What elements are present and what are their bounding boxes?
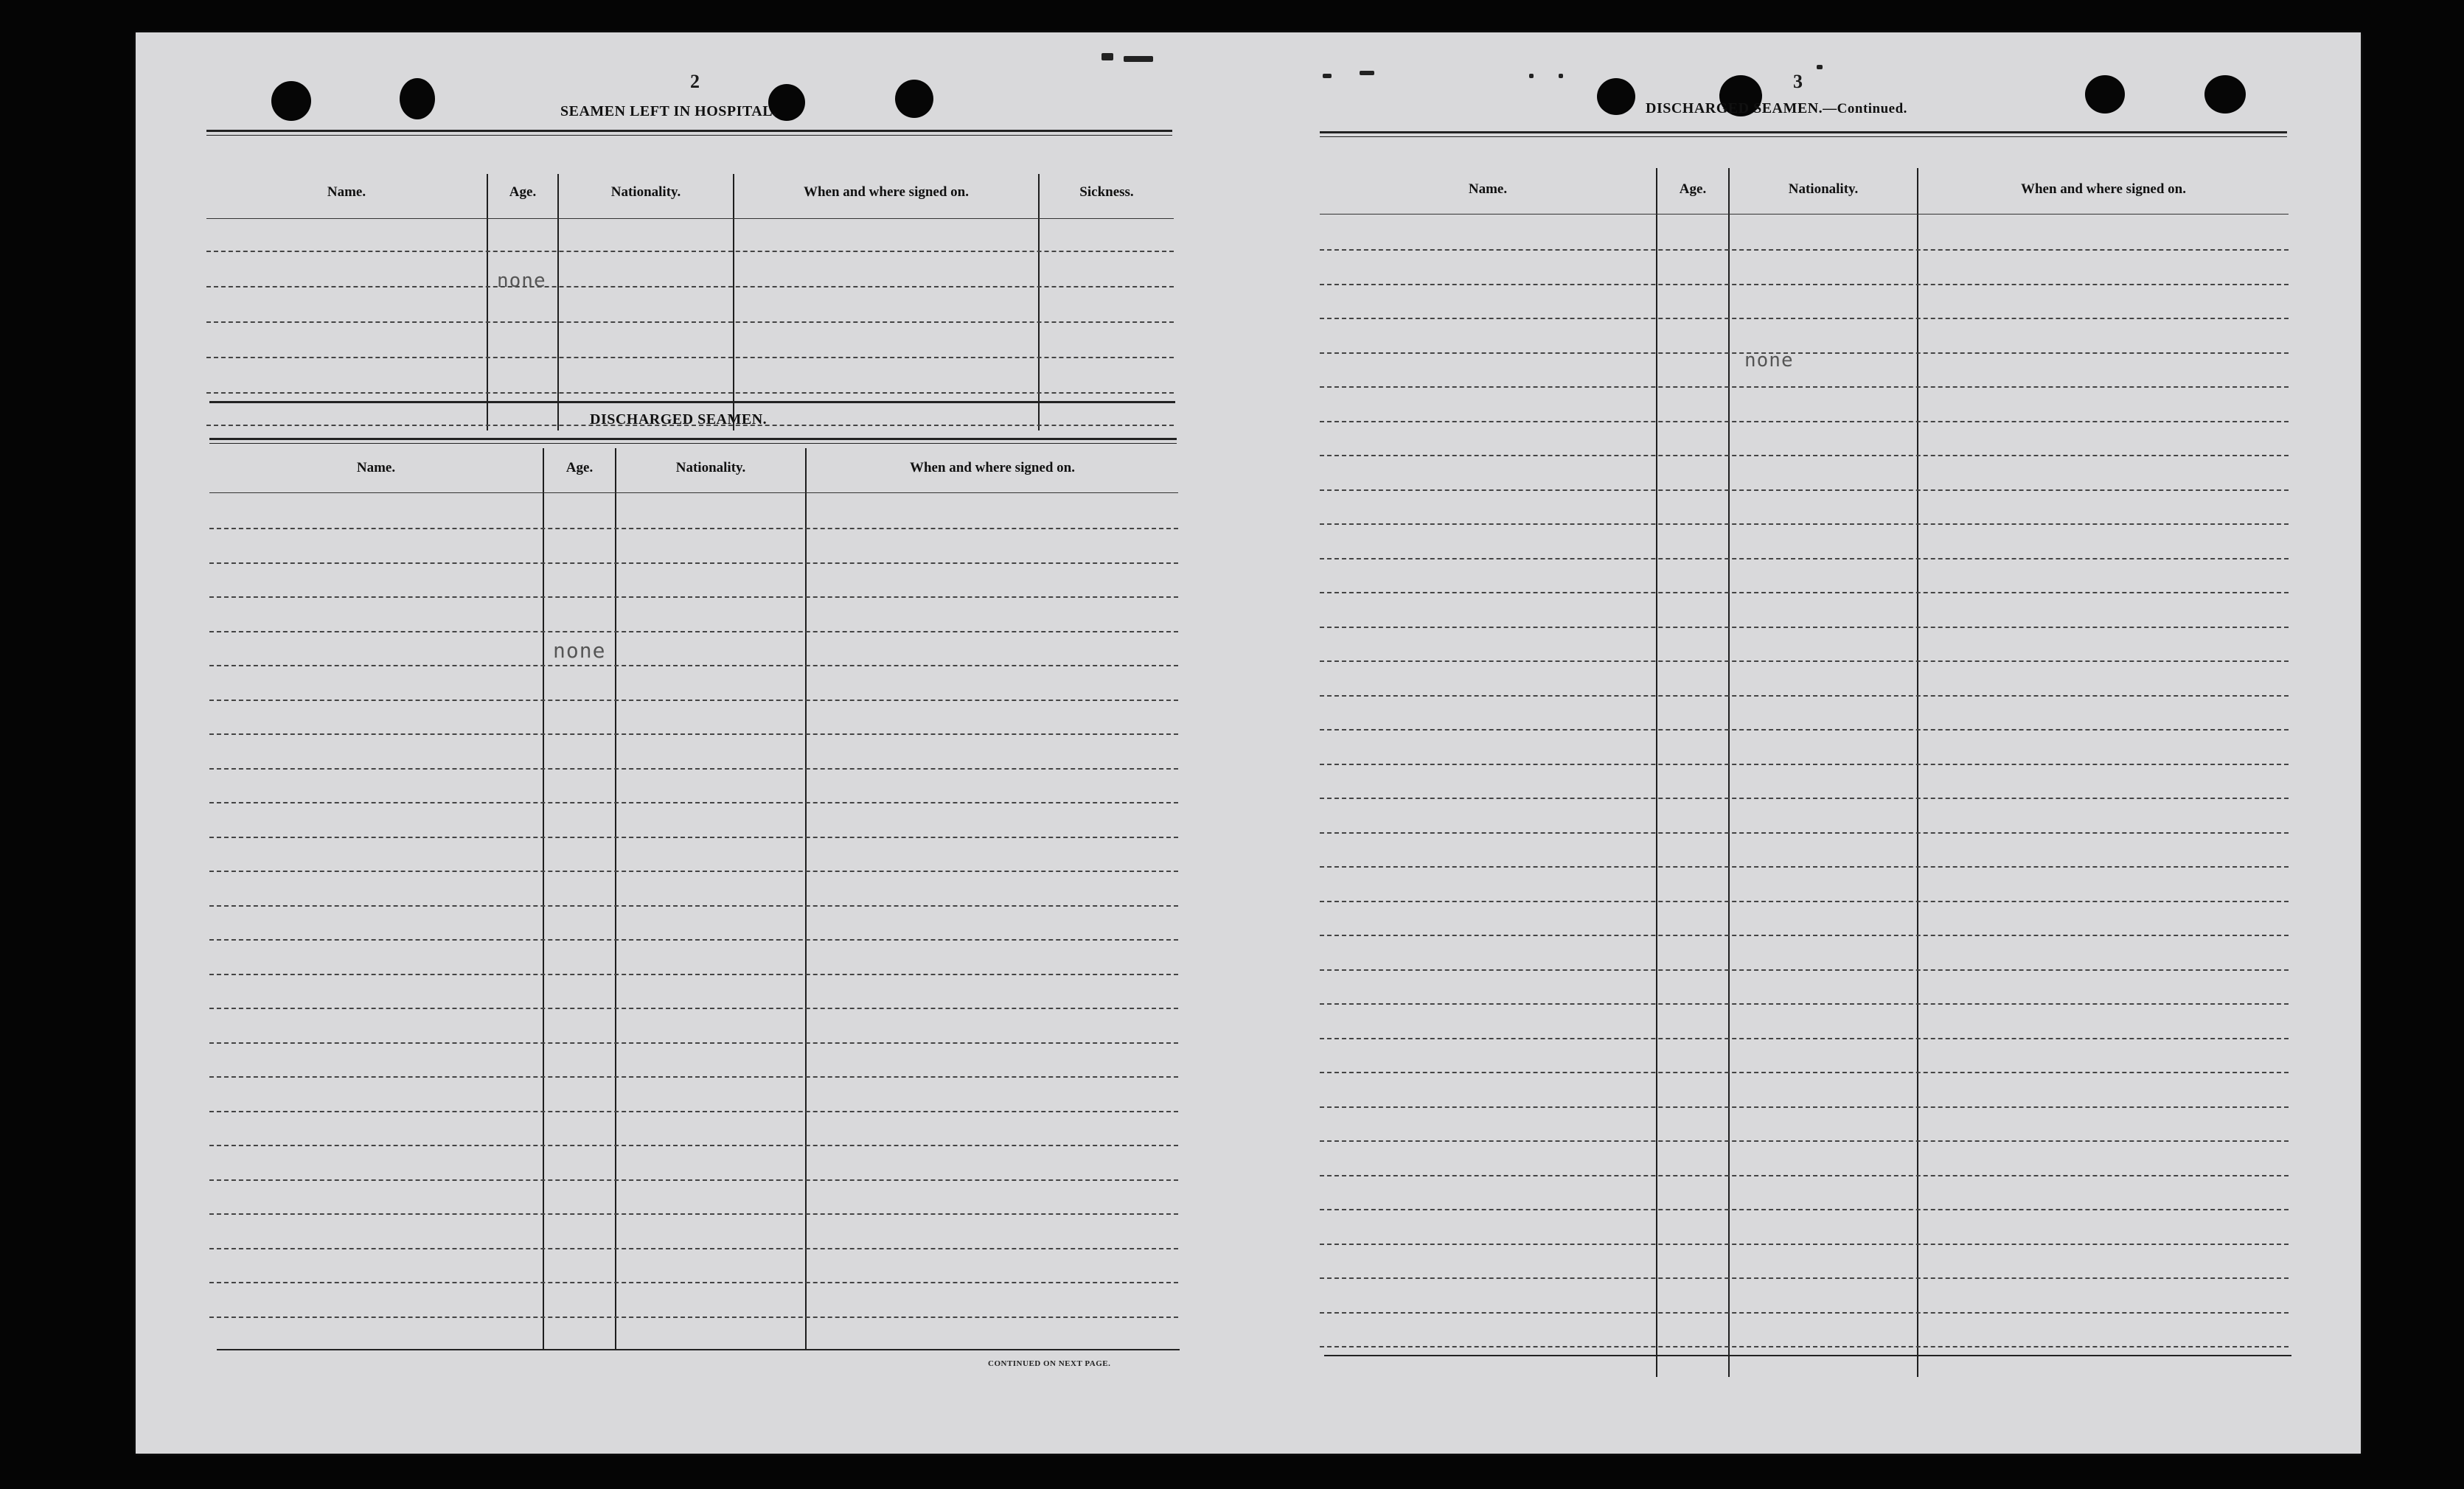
discharged-header-rule <box>209 438 1177 444</box>
entry-line <box>209 1317 1178 1318</box>
column-header-signed-on: When and where signed on. <box>803 184 969 200</box>
column-header-name: Name. <box>327 184 366 200</box>
entry-line <box>1320 249 2289 251</box>
entry-line <box>206 286 1174 287</box>
discharged-section-title: DISCHARGED SEAMEN. <box>590 411 768 428</box>
header-underline <box>206 218 1174 219</box>
punch-hole <box>1597 78 1635 115</box>
right-section-title <box>1646 100 1907 117</box>
discharged-top-rule <box>209 401 1175 403</box>
entry-line <box>209 631 1178 632</box>
hospital-section-title: SEAMEN LEFT IN HOSPITAL. <box>560 103 777 119</box>
ink-speck <box>1323 74 1332 78</box>
entry-line <box>1320 764 2289 765</box>
entry-line <box>206 321 1174 323</box>
hospital-table <box>206 143 1174 430</box>
entry-line <box>1320 695 2289 697</box>
discharged-entry-none-left: none <box>553 638 606 663</box>
entry-line <box>206 251 1174 252</box>
document-sheet <box>136 32 2361 1454</box>
entry-line <box>1320 421 2289 422</box>
entry-line <box>1320 901 2289 902</box>
page-number-left: 2 <box>690 71 700 92</box>
entry-line <box>209 768 1178 770</box>
entry-line <box>209 1282 1178 1283</box>
discharged-table-right <box>1320 139 2289 1347</box>
punch-hole <box>2204 75 2246 114</box>
entry-line <box>209 871 1178 872</box>
column-divider <box>1656 168 1657 1377</box>
entry-line <box>209 1145 1178 1146</box>
ink-speck <box>1817 65 1823 69</box>
punch-hole <box>400 78 435 119</box>
punch-hole <box>271 81 311 121</box>
column-header-nationality: Nationality. <box>610 184 681 200</box>
entry-line <box>209 1076 1178 1078</box>
entry-line <box>1320 592 2289 593</box>
entry-line <box>1320 318 2289 319</box>
ink-speck <box>1124 56 1153 62</box>
entry-line <box>1320 1244 2289 1245</box>
continued-footer: CONTINUED ON NEXT PAGE. <box>988 1359 1111 1368</box>
ink-speck <box>1529 74 1534 78</box>
column-header-nationality: Nationality. <box>1788 181 1859 197</box>
entry-line <box>1320 489 2289 491</box>
entry-line <box>1320 627 2289 628</box>
entry-line <box>209 1111 1178 1112</box>
entry-line <box>209 733 1178 735</box>
entry-line <box>206 357 1174 358</box>
entry-line <box>209 562 1178 564</box>
ink-speck <box>1102 53 1113 60</box>
entry-line <box>1320 1277 2289 1279</box>
entry-line <box>1320 935 2289 936</box>
entry-line <box>1320 455 2289 456</box>
entry-line <box>209 837 1178 838</box>
right-section-title-main: DISCHARGED SEAMEN. <box>1646 100 1823 116</box>
right-bottom-rule <box>1324 1355 2291 1356</box>
entry-line <box>209 1179 1178 1181</box>
ink-speck <box>1559 74 1563 78</box>
left-bottom-rule <box>217 1349 1180 1350</box>
discharged-table-left <box>209 445 1178 1349</box>
header-underline <box>1320 214 2289 215</box>
entry-line <box>1320 1038 2289 1039</box>
right-section-title-suffix: —Continued. <box>1823 101 1907 116</box>
column-header-nationality: Nationality. <box>675 460 746 475</box>
column-header-signed-on: When and where signed on. <box>909 460 1075 475</box>
entry-line <box>209 596 1178 598</box>
column-header-age: Age. <box>509 184 537 200</box>
entry-line <box>1320 1346 2289 1347</box>
entry-line <box>1320 386 2289 388</box>
entry-line <box>1320 1072 2289 1073</box>
entry-line <box>1320 352 2289 354</box>
right-top-rule <box>1320 131 2287 137</box>
entry-line <box>1320 1140 2289 1142</box>
entry-line <box>1320 1175 2289 1176</box>
punch-hole <box>2085 75 2125 114</box>
column-header-signed-on: When and where signed on. <box>2020 181 2186 197</box>
hospital-entry-none: none <box>497 270 546 292</box>
entry-line <box>209 905 1178 907</box>
column-header-name: Name. <box>1468 181 1508 197</box>
column-header-sickness: Sickness. <box>1079 184 1134 200</box>
column-divider <box>1917 168 1918 1377</box>
entry-line <box>209 665 1178 666</box>
entry-line <box>1320 866 2289 868</box>
entry-line <box>1320 660 2289 662</box>
entry-line <box>209 700 1178 701</box>
page-number-right: 3 <box>1793 71 1803 92</box>
discharged-entry-none-right: none <box>1744 349 1794 372</box>
entry-line <box>1320 1003 2289 1005</box>
entry-line <box>1320 523 2289 525</box>
entry-line <box>1320 1312 2289 1314</box>
ink-speck <box>1360 71 1374 75</box>
entry-line <box>206 392 1174 394</box>
entry-line <box>209 939 1178 941</box>
entry-line <box>1320 798 2289 799</box>
entry-line <box>1320 284 2289 285</box>
entry-line <box>1320 729 2289 730</box>
hospital-top-rule <box>206 130 1172 136</box>
entry-line <box>209 1008 1178 1009</box>
entry-line <box>1320 558 2289 559</box>
entry-line <box>209 528 1178 529</box>
entry-line <box>1320 1209 2289 1210</box>
column-header-age: Age. <box>1679 181 1707 197</box>
entry-line <box>209 1248 1178 1249</box>
entry-line <box>209 1213 1178 1215</box>
header-underline <box>209 492 1178 493</box>
entry-line <box>209 974 1178 975</box>
column-divider <box>1728 168 1730 1377</box>
entry-line <box>1320 832 2289 834</box>
entry-line <box>209 802 1178 803</box>
entry-line <box>209 1042 1178 1044</box>
column-header-age: Age. <box>565 460 594 475</box>
column-header-name: Name. <box>356 460 396 475</box>
entry-line <box>1320 1106 2289 1108</box>
entry-line <box>1320 969 2289 971</box>
punch-hole <box>895 80 933 118</box>
